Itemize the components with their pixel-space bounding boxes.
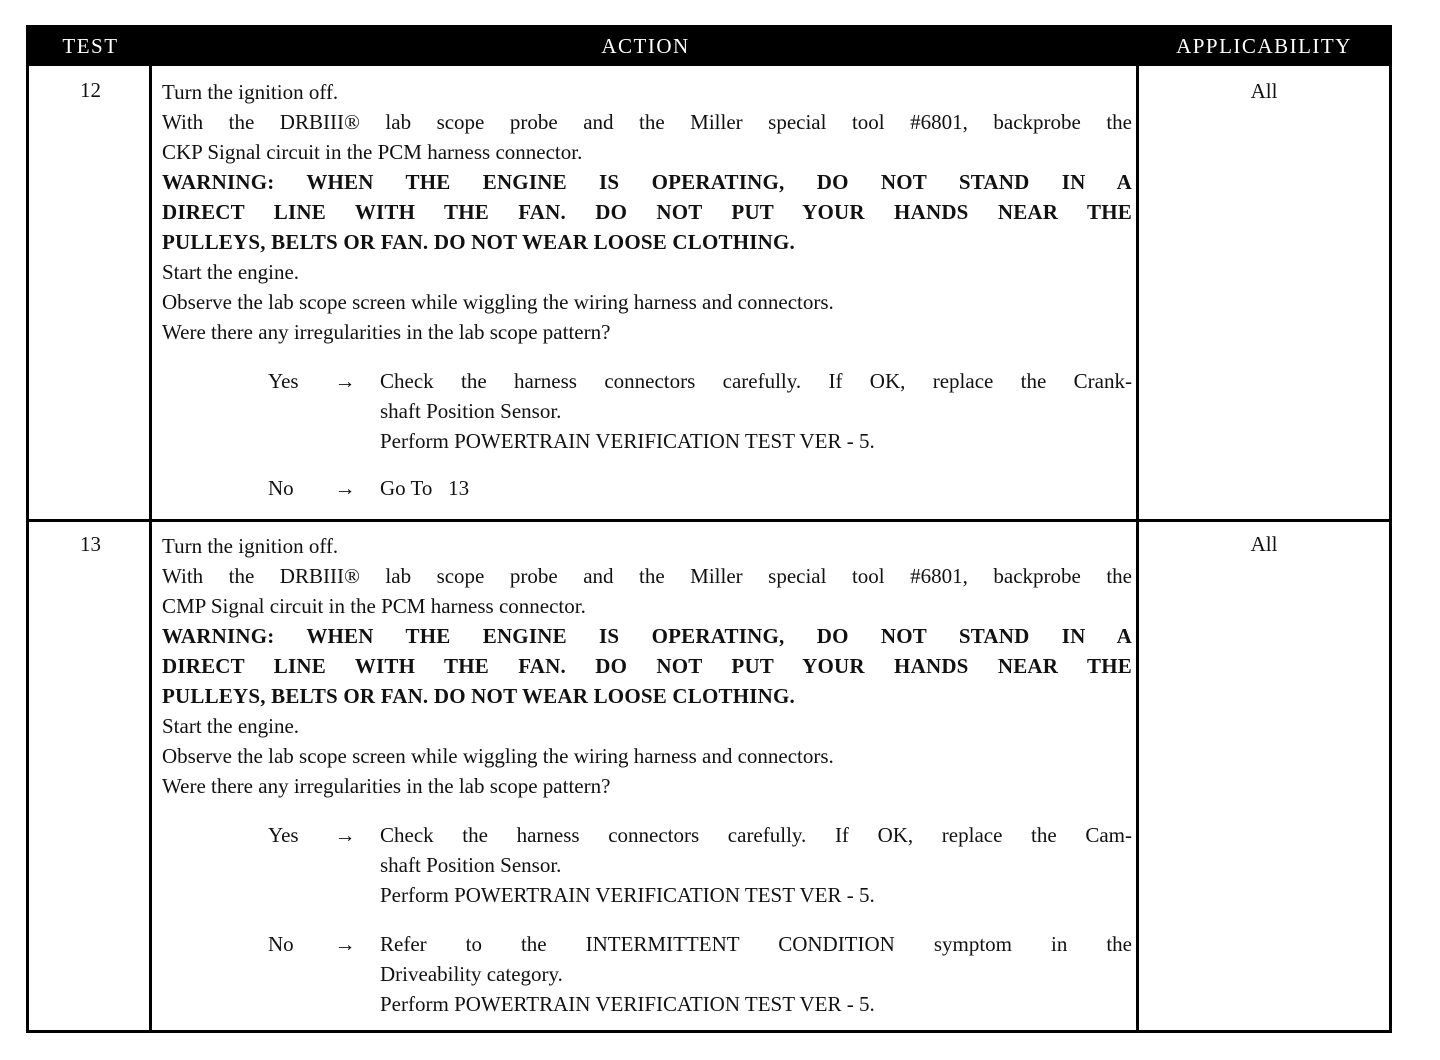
yes-result: [380, 366, 1132, 456]
step-text: Turn the ignition off.: [162, 80, 339, 104]
step-text: CKP Signal circuit in the PCM harness connector.: [162, 140, 583, 164]
step-text: Start the engine.: [162, 714, 300, 738]
action-cell: [162, 531, 1132, 1019]
result-text: Driveability category.: [380, 962, 563, 986]
yes-label: Yes: [268, 369, 299, 393]
step-text: Observe the lab scope screen while wiggling the wiring harness and connectors.: [162, 744, 834, 768]
no-label: No: [268, 932, 294, 956]
table-row-test-13: [29, 519, 1389, 1033]
table-row-test-12: [29, 66, 1389, 522]
warning-text: WARNING: WHEN THE ENGINE IS OPERATING, DO NOT STAND IN A: [162, 624, 1132, 648]
no-result: [380, 929, 1132, 1019]
header-applicability: APPLICABILITY: [1176, 34, 1352, 58]
result-text: Refer to the INTERMITTENT CONDITION symptom in the: [380, 932, 1132, 956]
yes-label: Yes: [268, 823, 299, 847]
diagnostic-test-table: [26, 25, 1392, 1033]
result-text: Perform POWERTRAIN VERIFICATION TEST VER - 5.: [380, 883, 875, 907]
warning-text: WARNING: WHEN THE ENGINE IS OPERATING, DO NOT STAND IN A: [162, 170, 1132, 194]
applicability-value: All: [1250, 532, 1278, 556]
result-text: Perform POWERTRAIN VERIFICATION TEST VER - 5.: [380, 992, 875, 1016]
applicability-value: All: [1250, 79, 1278, 103]
result-text: Check the harness connectors carefully. If OK, replace the Cam-: [380, 823, 1132, 847]
warning-text: DIRECT LINE WITH THE FAN. DO NOT PUT YOUR HANDS NEAR THE: [162, 200, 1132, 224]
arrow-icon: →: [334, 932, 356, 956]
test-number: 13: [80, 532, 101, 556]
step-text: With the DRBIII® lab scope probe and the Miller special tool #6801, backprobe the: [162, 564, 1132, 588]
step-text: Observe the lab scope screen while wiggling the wiring harness and connectors.: [162, 290, 834, 314]
test-number: 12: [80, 78, 101, 102]
result-text: shaft Position Sensor.: [380, 399, 562, 423]
result-text: Perform POWERTRAIN VERIFICATION TEST VER - 5.: [380, 429, 875, 453]
arrow-icon: →: [334, 369, 356, 393]
step-text: Were there any irregularities in the lab scope pattern?: [162, 774, 611, 798]
step-text: Start the engine.: [162, 260, 300, 284]
arrow-icon: →: [334, 823, 356, 847]
result-text: Go To 13: [380, 476, 470, 500]
step-text: Were there any irregularities in the lab scope pattern?: [162, 320, 611, 344]
no-outcome: [268, 473, 1132, 503]
no-result: [380, 473, 1132, 503]
warning-text: PULLEYS, BELTS OR FAN. DO NOT WEAR LOOSE CLOTHING.: [162, 230, 795, 254]
step-text: With the DRBIII® lab scope probe and the Miller special tool #6801, backprobe the: [162, 110, 1132, 134]
header-test: TEST: [62, 34, 119, 58]
result-text: shaft Position Sensor.: [380, 853, 562, 877]
warning-text: DIRECT LINE WITH THE FAN. DO NOT PUT YOUR HANDS NEAR THE: [162, 654, 1132, 678]
header-action: ACTION: [601, 34, 690, 58]
yes-outcome: [268, 366, 1132, 456]
no-outcome: [268, 929, 1132, 1019]
warning-text: PULLEYS, BELTS OR FAN. DO NOT WEAR LOOSE CLOTHING.: [162, 684, 795, 708]
step-text: Turn the ignition off.: [162, 534, 339, 558]
yes-outcome: [268, 820, 1132, 910]
table-header: [29, 28, 1389, 66]
no-label: No: [268, 476, 294, 500]
yes-result: [380, 820, 1132, 910]
arrow-icon: →: [334, 476, 356, 500]
result-text: Check the harness connectors carefully. If OK, replace the Crank-: [380, 369, 1132, 393]
action-cell: [162, 77, 1132, 503]
step-text: CMP Signal circuit in the PCM harness connector.: [162, 594, 586, 618]
